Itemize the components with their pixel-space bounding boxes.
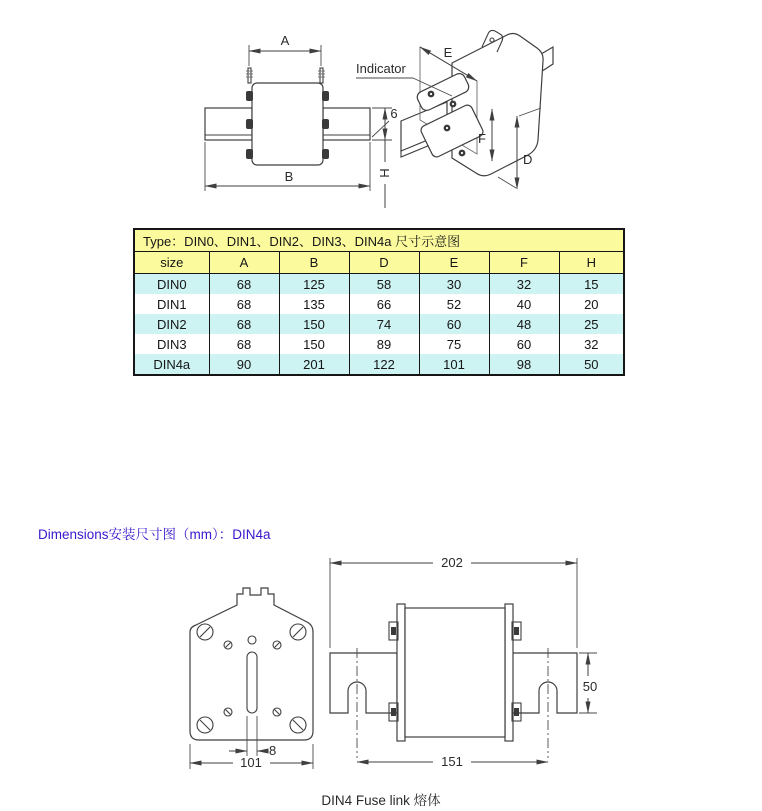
cell-size: DIN1 (134, 294, 209, 314)
cell-value: 150 (279, 314, 349, 334)
dimension-h (372, 108, 392, 208)
dim-a-label: A (280, 33, 290, 48)
cell-value: 135 (279, 294, 349, 314)
cell-value: 68 (209, 314, 279, 334)
cell-size: DIN3 (134, 334, 209, 354)
cell-value: 60 (419, 314, 489, 334)
cell-value: 75 (419, 334, 489, 354)
dim-e-label: E (443, 45, 453, 60)
cell-value: 125 (279, 274, 349, 295)
table-row (134, 354, 624, 375)
top-drawings (0, 0, 762, 225)
col-header-e: E (419, 252, 489, 274)
col-header-b: B (279, 252, 349, 274)
col-header-f: F (489, 252, 559, 274)
fuse-body (252, 83, 323, 165)
dim-50-label: 50 (582, 679, 598, 694)
fuse-link-caption: DIN4 Fuse link 熔体 (321, 793, 441, 808)
cell-value: 32 (559, 334, 624, 354)
cell-size: DIN4a (134, 354, 209, 375)
dimension-151 (357, 754, 548, 769)
cell-value: 50 (559, 354, 624, 375)
plate-front-view (190, 588, 313, 770)
fuse-side-view (330, 555, 597, 769)
cell-value: 20 (559, 294, 624, 314)
table-row (134, 274, 624, 295)
cell-value: 150 (279, 334, 349, 354)
dim-101-label: 101 (240, 755, 262, 770)
col-header-a: A (209, 252, 279, 274)
top-pins (246, 68, 325, 83)
cell-value: 25 (559, 314, 624, 334)
col-header-h: H (559, 252, 624, 274)
cell-value: 52 (419, 294, 489, 314)
cell-value: 101 (419, 354, 489, 375)
cell-value: 74 (349, 314, 419, 334)
dimension-table (133, 228, 623, 376)
cell-value: 90 (209, 354, 279, 375)
cell-value: 66 (349, 294, 419, 314)
dim-8-label: 8 (269, 743, 277, 758)
cell-value: 58 (349, 274, 419, 295)
cell-size: DIN0 (134, 274, 209, 295)
cell-value: 48 (489, 314, 559, 334)
dimensions-caption: Dimensions安装尺寸图（mm）：DIN4a (38, 527, 271, 542)
table-row (134, 314, 624, 334)
cell-value: 68 (209, 334, 279, 354)
cell-value: 89 (349, 334, 419, 354)
col-header-d: D (349, 252, 419, 274)
cell-value: 60 (489, 334, 559, 354)
cell-value: 40 (489, 294, 559, 314)
dim-6-label: 6 (390, 106, 398, 121)
right-blade (509, 653, 577, 713)
table-row (134, 334, 624, 354)
bottom-drawings (0, 540, 762, 785)
cell-value: 201 (279, 354, 349, 375)
fuse-isometric-view (356, 30, 553, 189)
fuse-body (405, 608, 505, 737)
cell-value: 15 (559, 274, 624, 295)
cell-value: 32 (489, 274, 559, 295)
table-title: Type：DIN0、DIN1、DIN2、DIN3、DIN4a 尺寸示意图 (134, 229, 624, 252)
dimension-50 (579, 653, 597, 713)
dimension-a (249, 33, 321, 66)
dim-151-label: 151 (441, 754, 463, 769)
dim-f-label: F (478, 131, 486, 146)
cell-value: 122 (349, 354, 419, 375)
dim-h-label: H (377, 168, 392, 178)
cell-size: DIN2 (134, 314, 209, 334)
cell-value: 68 (209, 274, 279, 295)
table-row (134, 294, 624, 314)
cell-value: 68 (209, 294, 279, 314)
cell-value: 30 (419, 274, 489, 295)
dim-202-label: 202 (441, 555, 463, 570)
dim-b-label: B (284, 169, 294, 184)
indicator-label: Indicator (356, 61, 406, 76)
left-blade (330, 653, 397, 713)
table-header-row (134, 252, 624, 274)
dim-d-label: D (523, 152, 533, 167)
col-header-size: size (134, 252, 209, 274)
cell-value: 98 (489, 354, 559, 375)
dimension-101 (190, 744, 313, 770)
fuse-front-view (205, 33, 398, 208)
